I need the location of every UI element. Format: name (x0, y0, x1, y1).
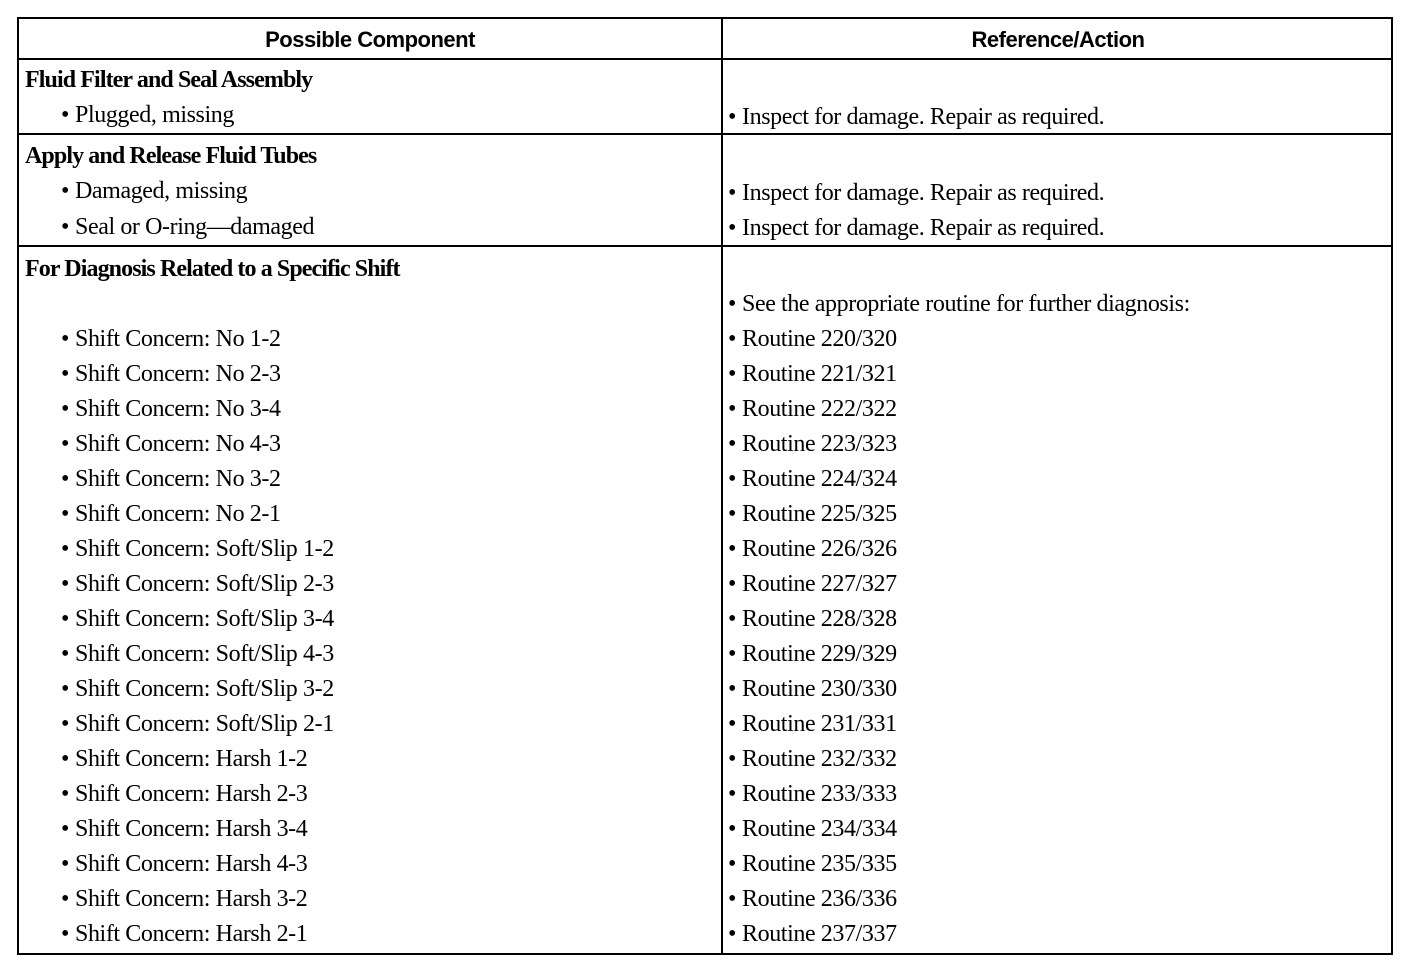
bullet: • (61, 921, 70, 947)
bullet: • (61, 676, 70, 702)
component-item (61, 777, 307, 812)
bullet: • (728, 104, 737, 130)
action-text: Routine 225/325 (742, 501, 897, 527)
component-item (61, 602, 334, 637)
bullet: • (61, 711, 70, 737)
header-divider (19, 58, 1391, 60)
action-item (728, 357, 897, 392)
bullet: • (728, 746, 737, 772)
action-text: Routine 236/336 (742, 886, 897, 912)
bullet: • (728, 851, 737, 877)
bullet: • (728, 291, 737, 317)
bullet: • (728, 431, 737, 457)
component-item (61, 672, 334, 707)
component-text: Shift Concern: No 1-2 (75, 326, 281, 352)
component-item (61, 174, 247, 209)
component-text: Shift Concern: Harsh 4-3 (75, 851, 308, 877)
bullet: • (728, 641, 737, 667)
bullet: • (728, 326, 737, 352)
action-text: Routine 237/337 (742, 921, 897, 947)
action-item (728, 567, 897, 602)
component-text: Shift Concern: Soft/Slip 3-2 (75, 676, 334, 702)
action-item (728, 532, 897, 567)
action-text: Routine 222/322 (742, 396, 897, 422)
action-text: Routine 230/330 (742, 676, 897, 702)
component-item (61, 427, 281, 462)
component-item (61, 210, 314, 245)
header-possible-component: Possible Component (265, 26, 475, 52)
action-item (728, 176, 1104, 211)
bullet: • (728, 676, 737, 702)
action-item (728, 742, 897, 777)
component-text: Shift Concern: No 4-3 (75, 431, 281, 457)
bullet: • (61, 466, 70, 492)
component-text: Shift Concern: Soft/Slip 2-3 (75, 571, 334, 597)
action-text: Inspect for damage. Repair as required. (742, 215, 1105, 241)
bullet: • (61, 641, 70, 667)
component-item (61, 847, 307, 882)
bullet: • (728, 180, 737, 206)
component-text: Shift Concern: No 3-2 (75, 466, 281, 492)
component-item (61, 357, 281, 392)
bullet: • (61, 361, 70, 387)
action-text: Routine 233/333 (742, 781, 897, 807)
component-text: Plugged, missing (75, 102, 234, 128)
action-item (728, 497, 897, 532)
bullet: • (61, 851, 70, 877)
action-text: See the appropriate routine for further diagnosis: (742, 291, 1190, 317)
bullet: • (61, 501, 70, 527)
diagnosis-table (17, 17, 1393, 955)
group-title: Fluid Filter and Seal Assembly (25, 67, 313, 93)
action-item (728, 812, 897, 847)
bullet: • (728, 711, 737, 737)
component-item (61, 392, 281, 427)
group-divider (19, 245, 1391, 247)
bullet: • (728, 886, 737, 912)
action-item (728, 462, 897, 497)
action-text: Routine 227/327 (742, 571, 897, 597)
bullet: • (728, 536, 737, 562)
component-item (61, 917, 307, 952)
bullet: • (61, 102, 70, 128)
action-item (728, 707, 897, 742)
action-item (728, 392, 897, 427)
bullet: • (61, 431, 70, 457)
action-item (728, 322, 897, 357)
bullet: • (61, 571, 70, 597)
action-text: Routine 220/320 (742, 326, 897, 352)
component-item (61, 742, 307, 777)
group-divider (19, 133, 1391, 135)
component-text: Shift Concern: Harsh 2-3 (75, 781, 308, 807)
column-divider (721, 19, 723, 953)
component-text: Damaged, missing (75, 178, 248, 204)
component-text: Shift Concern: Harsh 1-2 (75, 746, 308, 772)
component-text: Shift Concern: Soft/Slip 4-3 (75, 641, 334, 667)
bullet: • (61, 178, 70, 204)
component-text: Seal or O-ring—damaged (75, 214, 315, 240)
bullet: • (61, 816, 70, 842)
action-text: Routine 234/334 (742, 816, 897, 842)
bullet: • (61, 746, 70, 772)
component-text: Shift Concern: No 2-1 (75, 501, 281, 527)
component-item (61, 707, 334, 742)
bullet: • (61, 396, 70, 422)
component-text: Shift Concern: No 3-4 (75, 396, 281, 422)
action-item (728, 777, 897, 812)
action-item (728, 672, 897, 707)
action-item (728, 211, 1104, 246)
header-reference-action: Reference/Action (971, 26, 1145, 52)
component-text: Shift Concern: No 2-3 (75, 361, 281, 387)
action-text: Routine 235/335 (742, 851, 897, 877)
component-text: Shift Concern: Soft/Slip 3-4 (75, 606, 334, 632)
action-item (728, 917, 897, 952)
action-text: Routine 226/326 (742, 536, 897, 562)
action-text: Routine 229/329 (742, 641, 897, 667)
bullet: • (728, 361, 737, 387)
component-item (61, 462, 281, 497)
component-item (61, 812, 307, 847)
bullet: • (728, 466, 737, 492)
component-item (61, 637, 334, 672)
component-text: Shift Concern: Soft/Slip 2-1 (75, 711, 334, 737)
component-text: Shift Concern: Soft/Slip 1-2 (75, 536, 334, 562)
bullet: • (728, 396, 737, 422)
component-item (61, 322, 281, 357)
bullet: • (61, 536, 70, 562)
bullet: • (728, 606, 737, 632)
group-title: For Diagnosis Related to a Specific Shift (25, 256, 400, 282)
bullet: • (728, 501, 737, 527)
action-text: Routine 231/331 (742, 711, 897, 737)
action-item (728, 847, 897, 882)
action-text: Routine 228/328 (742, 606, 897, 632)
bullet: • (728, 921, 737, 947)
action-text: Routine 232/332 (742, 746, 897, 772)
bullet: • (61, 886, 70, 912)
action-text: Routine 224/324 (742, 466, 897, 492)
action-item (728, 637, 897, 672)
bullet: • (728, 781, 737, 807)
component-text: Shift Concern: Harsh 2-1 (75, 921, 308, 947)
bullet: • (728, 816, 737, 842)
bullet: • (61, 214, 70, 240)
bullet: • (728, 215, 737, 241)
action-text: Routine 223/323 (742, 431, 897, 457)
bullet: • (61, 606, 70, 632)
action-intro (728, 287, 1190, 322)
component-text: Shift Concern: Harsh 3-2 (75, 886, 308, 912)
action-text: Routine 221/321 (742, 361, 897, 387)
action-text: Inspect for damage. Repair as required. (742, 180, 1105, 206)
component-item (61, 567, 334, 602)
component-item (61, 497, 281, 532)
action-item (728, 882, 897, 917)
action-item (728, 100, 1104, 135)
component-item (61, 882, 307, 917)
component-item (61, 98, 234, 133)
component-item (61, 532, 334, 567)
bullet: • (728, 571, 737, 597)
bullet: • (61, 781, 70, 807)
action-item (728, 602, 897, 637)
bullet: • (61, 326, 70, 352)
action-text: Inspect for damage. Repair as required. (742, 104, 1105, 130)
action-item (728, 427, 897, 462)
group-title: Apply and Release Fluid Tubes (25, 143, 317, 169)
component-text: Shift Concern: Harsh 3-4 (75, 816, 308, 842)
